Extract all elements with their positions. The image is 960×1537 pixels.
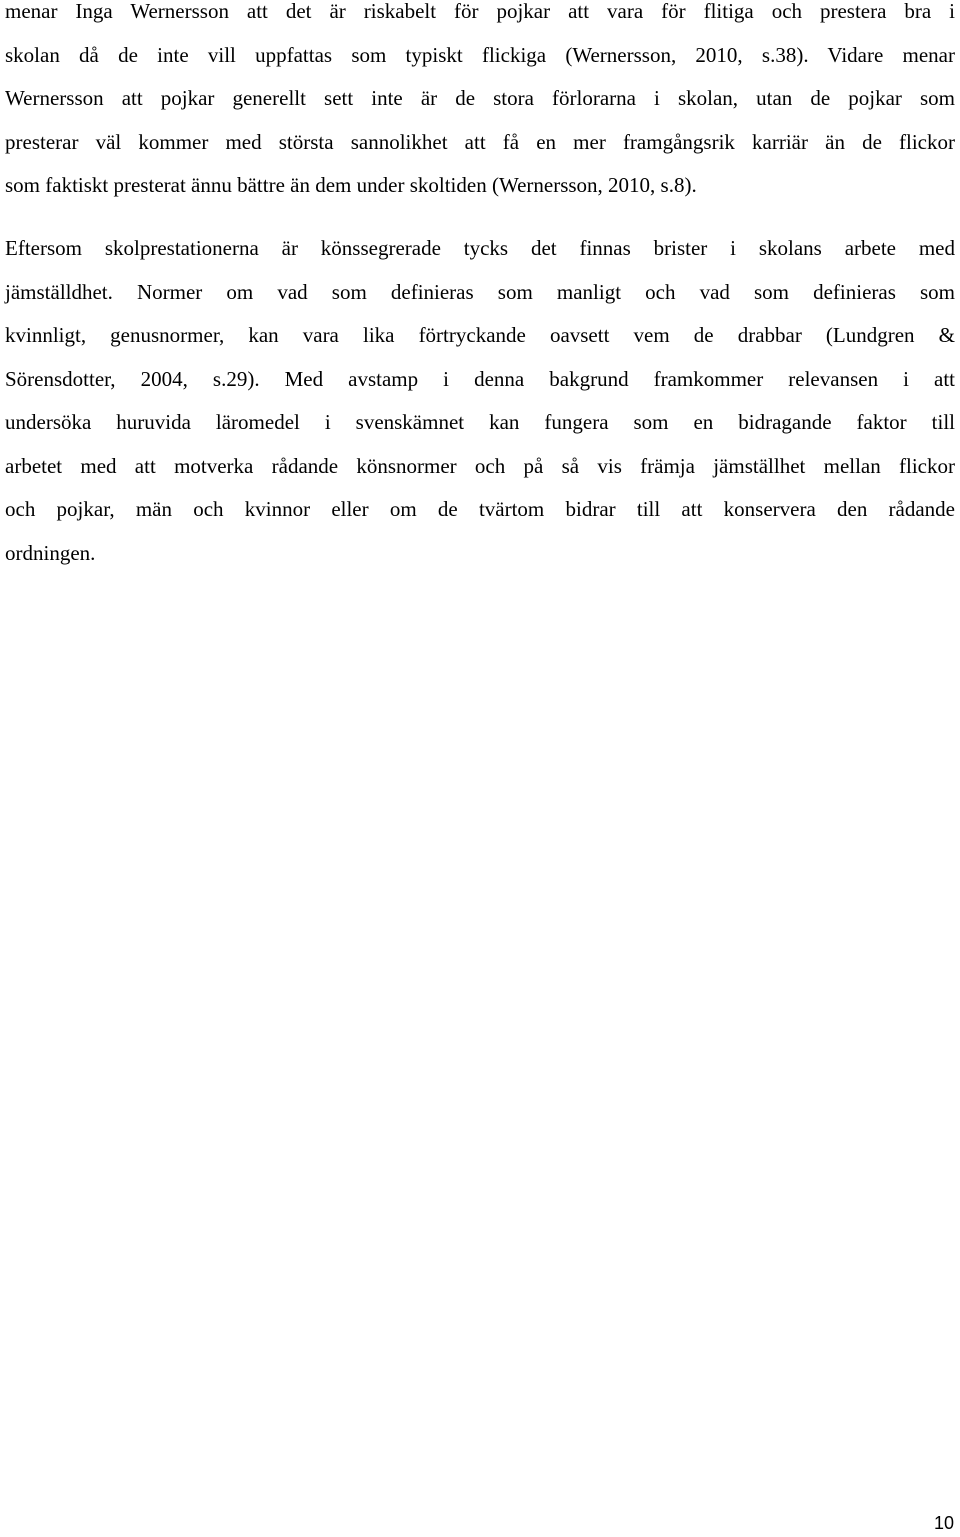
paragraph-line: arbetet med att motverka rådande könsnormer och på så vis främja jämställhet mellan flickor [5, 453, 955, 478]
paragraph-line: som faktiskt presterat ännu bättre än dem under skoltiden (Wernersson, 2010, s.8). [5, 173, 697, 197]
paragraph-line: menar Inga Wernersson att det är riskabelt för pojkar att vara för flitiga och prestera bra i [5, 0, 955, 23]
paragraph-2 [5, 227, 955, 575]
paragraph-line: och pojkar, män och kvinnor eller om de tvärtom bidrar till att konservera den rådande [5, 497, 955, 521]
paragraph-line: Wernersson att pojkar generellt sett inte är de stora förlorarna i skolan, utan de pojkar som [5, 86, 955, 110]
paragraph-line: skolan då de inte vill uppfattas som typiskt flickiga (Wernersson, 2010, s.38). Vidare menar [5, 42, 955, 67]
paragraph-line: presterar väl kommer med största sannolikhet att få en mer framgångsrik karriär än de flickor [5, 129, 955, 154]
paragraph-line: Sörensdotter, 2004, s.29). Med avstamp i denna bakgrund framkommer relevansen i att [5, 366, 955, 391]
paragraph-line: kvinnligt, genusnormer, kan vara lika förtryckande oavsett vem de drabbar (Lundgren & [5, 323, 955, 347]
paragraph-line: ordningen. [5, 540, 96, 565]
paragraph-1 [5, 0, 955, 208]
paragraph-line: undersöka huruvida läromedel i svenskämnet kan fungera som en bidragande faktor till [5, 410, 955, 434]
paragraph-line: jämställdhet. Normer om vad som definieras som manligt och vad som definieras som [5, 279, 955, 304]
page-number: 10 [933, 1513, 954, 1533]
paragraph-line: Eftersom skolprestationerna är könssegrerade tycks det finnas brister i skolans arbete med [5, 236, 955, 260]
